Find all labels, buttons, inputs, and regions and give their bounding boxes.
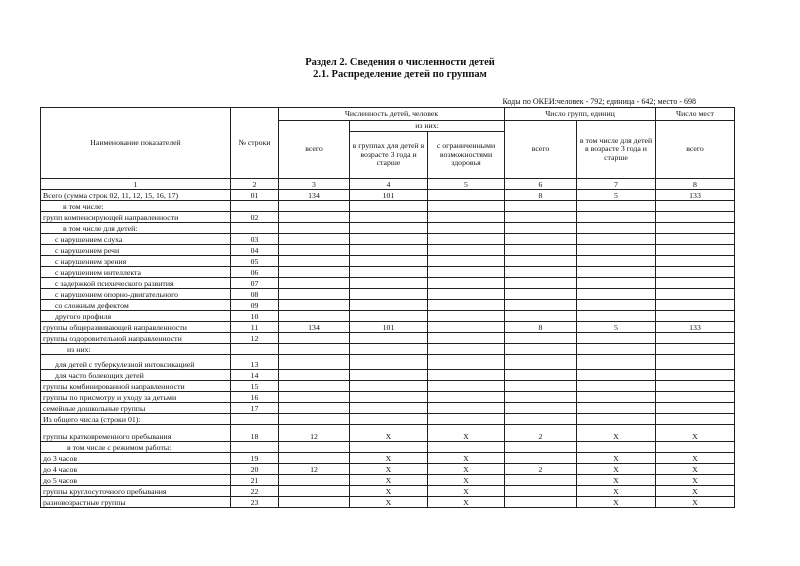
cell-value [505, 311, 577, 322]
cell-value [350, 414, 428, 425]
cell-value [279, 234, 350, 245]
cell-value [279, 256, 350, 267]
cell-value: 12 [279, 464, 350, 475]
cell-value [656, 201, 735, 212]
header-groups-total: всего [505, 121, 577, 179]
row-number: 12 [231, 333, 279, 344]
cell-value [577, 442, 656, 453]
header-children-count: Численность детей, человек [279, 108, 505, 121]
row-label: в том числе для детей: [41, 223, 231, 234]
row-label: с нарушением речи [41, 245, 231, 256]
cell-value [428, 392, 505, 403]
cell-value: 101 [350, 190, 428, 201]
row-label: до 5 часов [41, 475, 231, 486]
cell-value [577, 403, 656, 414]
okei-codes: Коды по ОКЕИ:человек - 792; единица - 642; место - 698 [502, 97, 696, 106]
table-row [41, 425, 735, 442]
header-name: Наименование показателей [41, 108, 231, 179]
cell-value [656, 245, 735, 256]
cell-value [279, 475, 350, 486]
row-label: группы комбинированной направленности [41, 381, 231, 392]
cell-value [428, 333, 505, 344]
cell-value [428, 267, 505, 278]
cell-value [279, 289, 350, 300]
cell-value: 8 [505, 190, 577, 201]
cell-value [428, 442, 505, 453]
row-number: 21 [231, 475, 279, 486]
cell-value [656, 289, 735, 300]
cell-value: X [656, 464, 735, 475]
table-row [41, 442, 735, 453]
row-label: группы по присмотру и уходу за детьми [41, 392, 231, 403]
cell-value [350, 278, 428, 289]
cell-value: 133 [656, 322, 735, 333]
cell-value [505, 256, 577, 267]
cell-value: X [350, 453, 428, 464]
row-label: из них: [41, 344, 231, 355]
cell-value [656, 234, 735, 245]
table-row [41, 475, 735, 486]
column-number: 6 [505, 179, 577, 190]
cell-value [350, 256, 428, 267]
cell-value: X [656, 497, 735, 508]
cell-value: X [428, 453, 505, 464]
cell-value: X [577, 425, 656, 442]
row-label: для часто болеющих детей [41, 370, 231, 381]
cell-value [577, 355, 656, 370]
header-disabilities: с ограниченными возможностями здоровья [428, 132, 505, 179]
table-row [41, 322, 735, 333]
row-label: со сложным дефектом [41, 300, 231, 311]
cell-value [428, 381, 505, 392]
cell-value: 12 [279, 425, 350, 442]
table-row [41, 486, 735, 497]
row-label: группы общеразвивающей направленности [41, 322, 231, 333]
cell-value [656, 355, 735, 370]
cell-value: 134 [279, 190, 350, 201]
row-label: Всего (сумма строк 02, 11, 12, 15, 16, 17) [41, 190, 231, 201]
row-number: 23 [231, 497, 279, 508]
cell-value [350, 381, 428, 392]
table-row [41, 245, 735, 256]
cell-value: 5 [577, 322, 656, 333]
cell-value [656, 267, 735, 278]
row-label: другого профиля [41, 311, 231, 322]
cell-value: 2 [505, 425, 577, 442]
row-label: до 3 часов [41, 453, 231, 464]
cell-value: X [577, 486, 656, 497]
cell-value [656, 403, 735, 414]
column-number: 5 [428, 179, 505, 190]
cell-value [428, 289, 505, 300]
cell-value: X [350, 475, 428, 486]
row-label: семейные дошкольные группы [41, 403, 231, 414]
row-number [231, 201, 279, 212]
cell-value [350, 223, 428, 234]
cell-value [577, 234, 656, 245]
cell-value [350, 300, 428, 311]
cell-value [505, 403, 577, 414]
cell-value [505, 442, 577, 453]
table-row [41, 234, 735, 245]
cell-value [279, 278, 350, 289]
subsection-title: 2.1. Распределение детей по группам [313, 69, 487, 80]
row-number [231, 344, 279, 355]
row-label: с нарушением слуха [41, 234, 231, 245]
cell-value [428, 344, 505, 355]
cell-value [350, 267, 428, 278]
cell-value [279, 344, 350, 355]
cell-value [350, 370, 428, 381]
cell-value [279, 245, 350, 256]
cell-value: X [428, 425, 505, 442]
cell-value [577, 414, 656, 425]
cell-value [577, 267, 656, 278]
table-row [41, 201, 735, 212]
table-row [41, 300, 735, 311]
cell-value [505, 245, 577, 256]
cell-value [279, 212, 350, 223]
table-row [41, 223, 735, 234]
row-number: 09 [231, 300, 279, 311]
row-number [231, 414, 279, 425]
cell-value [350, 245, 428, 256]
cell-value [350, 333, 428, 344]
row-label: группы круглосуточного пребывания [41, 486, 231, 497]
cell-value: X [656, 475, 735, 486]
row-number: 02 [231, 212, 279, 223]
cell-value [279, 223, 350, 234]
table-row [41, 370, 735, 381]
column-number: 1 [41, 179, 231, 190]
cell-value [505, 201, 577, 212]
cell-value: X [428, 497, 505, 508]
cell-value [505, 289, 577, 300]
table-row [41, 278, 735, 289]
cell-value [428, 245, 505, 256]
cell-value [505, 223, 577, 234]
row-label: группы кратковременного пребывания [41, 425, 231, 442]
row-number [231, 442, 279, 453]
table-row [41, 392, 735, 403]
cell-value [505, 381, 577, 392]
cell-value: 8 [505, 322, 577, 333]
cell-value [279, 267, 350, 278]
cell-value [656, 300, 735, 311]
cell-value [350, 311, 428, 322]
table-row [41, 414, 735, 425]
column-number: 8 [656, 179, 735, 190]
cell-value [656, 278, 735, 289]
table-row [41, 256, 735, 267]
cell-value [279, 381, 350, 392]
cell-value [577, 278, 656, 289]
table-row [41, 289, 735, 300]
cell-value: X [428, 464, 505, 475]
row-number: 11 [231, 322, 279, 333]
cell-value [577, 245, 656, 256]
cell-value [428, 212, 505, 223]
cell-value [577, 392, 656, 403]
row-label: в том числе: [41, 201, 231, 212]
row-number: 13 [231, 355, 279, 370]
cell-value [577, 311, 656, 322]
row-number: 07 [231, 278, 279, 289]
cell-value: 134 [279, 322, 350, 333]
row-number: 10 [231, 311, 279, 322]
cell-value [350, 355, 428, 370]
cell-value [505, 392, 577, 403]
row-number: 19 [231, 453, 279, 464]
cell-value [505, 355, 577, 370]
cell-value: 101 [350, 322, 428, 333]
row-number: 14 [231, 370, 279, 381]
cell-value: X [656, 425, 735, 442]
row-label: группы оздоровительной направленности [41, 333, 231, 344]
cell-value [656, 344, 735, 355]
cell-value [428, 190, 505, 201]
cell-value [279, 497, 350, 508]
table-row [41, 381, 735, 392]
row-label: разновозрастные группы [41, 497, 231, 508]
cell-value: 2 [505, 464, 577, 475]
row-label: в том числе с режимом работы: [41, 442, 231, 453]
row-label: с нарушением опорно-двигательного [41, 289, 231, 300]
cell-value: X [428, 475, 505, 486]
row-label: с задержкой психического развития [41, 278, 231, 289]
header-children-total: всего [279, 121, 350, 179]
cell-value [428, 311, 505, 322]
cell-value [350, 392, 428, 403]
header-places: Число мест [656, 108, 735, 121]
cell-value [577, 256, 656, 267]
cell-value [428, 256, 505, 267]
cell-value [279, 201, 350, 212]
row-label: с нарушением зрения [41, 256, 231, 267]
cell-value [505, 497, 577, 508]
cell-value: X [428, 486, 505, 497]
row-label: Из общего числа (строки 01): [41, 414, 231, 425]
cell-value [428, 234, 505, 245]
cell-value [279, 333, 350, 344]
cell-value [656, 223, 735, 234]
row-number: 06 [231, 267, 279, 278]
row-label: до 4 часов [41, 464, 231, 475]
cell-value [656, 392, 735, 403]
cell-value [656, 381, 735, 392]
cell-value [279, 403, 350, 414]
row-number: 03 [231, 234, 279, 245]
row-number [231, 223, 279, 234]
cell-value [656, 333, 735, 344]
row-number: 04 [231, 245, 279, 256]
cell-value [428, 322, 505, 333]
row-number: 16 [231, 392, 279, 403]
cell-value [505, 234, 577, 245]
cell-value [350, 442, 428, 453]
cell-value: X [577, 497, 656, 508]
cell-value [428, 355, 505, 370]
header-groups-3: в том числе для детей в возрасте 3 года и старше [577, 121, 656, 179]
cell-value [428, 223, 505, 234]
cell-value [656, 370, 735, 381]
cell-value [428, 403, 505, 414]
table-row [41, 355, 735, 370]
children-distribution-table [40, 107, 735, 508]
cell-value [350, 344, 428, 355]
cell-value [279, 442, 350, 453]
cell-value: X [656, 453, 735, 464]
cell-value [656, 414, 735, 425]
cell-value [577, 344, 656, 355]
cell-value [350, 234, 428, 245]
table-row [41, 403, 735, 414]
cell-value: X [350, 486, 428, 497]
row-number: 18 [231, 425, 279, 442]
cell-value [577, 381, 656, 392]
cell-value [279, 311, 350, 322]
row-number: 20 [231, 464, 279, 475]
row-number: 17 [231, 403, 279, 414]
cell-value: X [350, 464, 428, 475]
cell-value [279, 370, 350, 381]
cell-value [505, 333, 577, 344]
cell-value [279, 355, 350, 370]
section-title: Раздел 2. Сведения о численности детей [305, 57, 495, 68]
row-number: 22 [231, 486, 279, 497]
cell-value [577, 201, 656, 212]
header-group-count: Число групп, единиц [505, 108, 656, 121]
cell-value: 5 [577, 190, 656, 201]
cell-value [577, 212, 656, 223]
cell-value [505, 486, 577, 497]
cell-value [350, 212, 428, 223]
table-row [41, 497, 735, 508]
table-row [41, 453, 735, 464]
table-row [41, 190, 735, 201]
cell-value [577, 300, 656, 311]
cell-value [656, 256, 735, 267]
cell-value [505, 453, 577, 464]
cell-value [577, 223, 656, 234]
cell-value [350, 403, 428, 414]
cell-value [279, 453, 350, 464]
cell-value: X [577, 453, 656, 464]
cell-value [656, 442, 735, 453]
row-number: 08 [231, 289, 279, 300]
header-places-total: всего [656, 121, 735, 179]
cell-value [577, 370, 656, 381]
cell-value [428, 414, 505, 425]
cell-value [428, 370, 505, 381]
row-label: с нарушением интеллекта [41, 267, 231, 278]
table-row [41, 344, 735, 355]
cell-value [428, 201, 505, 212]
table-row [41, 333, 735, 344]
cell-value [279, 392, 350, 403]
row-number: 05 [231, 256, 279, 267]
header-in-groups-3: в группах для детей в возрасте 3 года и старше [350, 132, 428, 179]
cell-value [577, 289, 656, 300]
cell-value [279, 486, 350, 497]
cell-value [428, 300, 505, 311]
row-number: 15 [231, 381, 279, 392]
header-row-no: № строки [231, 108, 279, 179]
column-number: 2 [231, 179, 279, 190]
cell-value [505, 300, 577, 311]
row-label: групп компенсирующей направленности [41, 212, 231, 223]
row-number: 01 [231, 190, 279, 201]
cell-value [505, 414, 577, 425]
cell-value [279, 300, 350, 311]
cell-value [505, 370, 577, 381]
cell-value [577, 333, 656, 344]
header-of-them: из них: [350, 121, 505, 132]
cell-value [505, 278, 577, 289]
column-number: 3 [279, 179, 350, 190]
cell-value [350, 289, 428, 300]
cell-value: X [350, 425, 428, 442]
cell-value: X [577, 475, 656, 486]
row-label: для детей с туберкулезной интоксикацией [41, 355, 231, 370]
cell-value [656, 212, 735, 223]
column-numbers-row [41, 179, 735, 190]
cell-value [428, 278, 505, 289]
cell-value [505, 212, 577, 223]
cell-value [505, 267, 577, 278]
table-row [41, 464, 735, 475]
cell-value: X [350, 497, 428, 508]
table-row [41, 212, 735, 223]
cell-value [279, 414, 350, 425]
cell-value: X [656, 486, 735, 497]
cell-value: 133 [656, 190, 735, 201]
column-number: 4 [350, 179, 428, 190]
cell-value [505, 475, 577, 486]
cell-value [505, 344, 577, 355]
cell-value [656, 311, 735, 322]
table-row [41, 267, 735, 278]
table-row [41, 311, 735, 322]
column-number: 7 [577, 179, 656, 190]
cell-value [350, 201, 428, 212]
cell-value: X [577, 464, 656, 475]
